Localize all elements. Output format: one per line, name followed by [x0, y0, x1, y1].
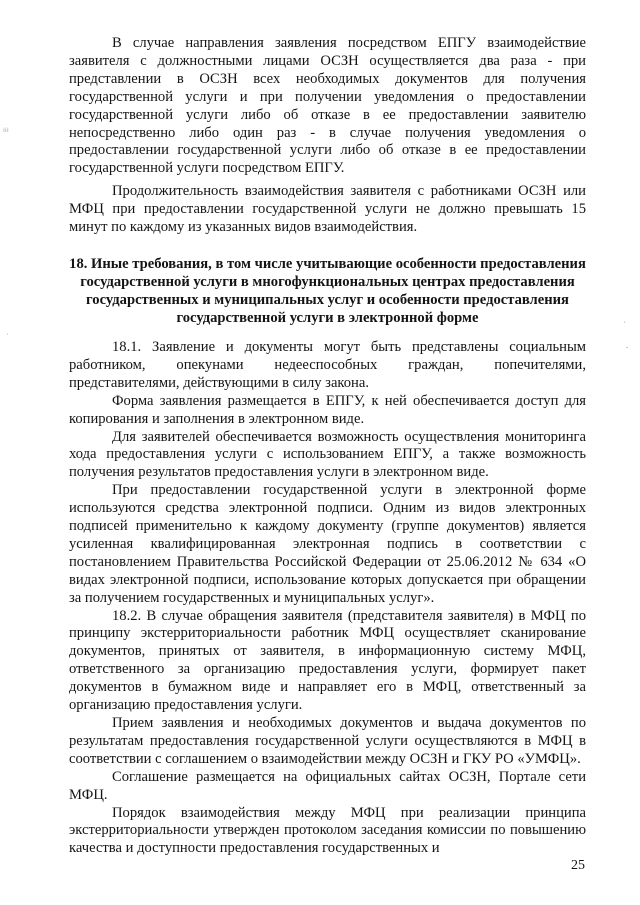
- paragraph: Продолжительность взаимодействия заявителя с работниками ОСЗН или МФЦ при предоставлении государственной услуги не должно превышать 15 минут по каждому из указанных видов взаимодействия.: [69, 183, 586, 236]
- paragraph: В случае направления заявления посредством ЕПГУ взаимодействие заявителя с должностными лицами ОСЗН осуществляется два раза - при представлении в ОСЗН всех необходимых документов для получения государственной услуги и при получении уведомления о предоставлении государственной услуги либо об отказе в ее предоставлении заявителю непосредственно либо один раз - в случае получения уведомления о предоставлении государственной услуги либо об отказе в ее предоставлении государственной услуги посредством ЕПГУ.: [69, 35, 586, 177]
- margin-scan-mark: ˈ: [624, 321, 626, 328]
- section-heading: 18. Иные требования, в том числе учитывающие особенности предоставления государственной услуги в многофункциональных центрах предоставления государственных и муниципальных услуг и особенности предоставления государственной услуги в электронной форме: [69, 255, 586, 326]
- document-body: [69, 35, 586, 858]
- paragraph: 18.1. Заявление и документы могут быть представлены социальным работником, опекунами недееспособных граждан, попечителями, представителями, действующими в силу закона.: [69, 338, 586, 391]
- paragraph: Порядок взаимодействия между МФЦ при реализации принципа экстерриториальности утвержден протоколом заседания комиссии по повышению качества и доступности предоставления государственных и: [69, 804, 586, 857]
- paragraph: При предоставлении государственной услуги в электронной форме используются средства электронной подписи. Одним из видов электронных подписей применительно к каждому документу (группе документов) является усиленная квалифицированная электронная подпись в соответствии с постановлением Правительства Российской Федерации от 25.06.2012 № 634 «О видах электронной подписи, использование которых допускается при обращении за получением государственных и муниципальных услуг».: [69, 482, 586, 606]
- paragraph: Прием заявления и необходимых документов и выдача документов по результатам предоставления государственной услуги осуществляются в МФЦ в соответствии с соглашением о взаимодействии между ОСЗН и ГКУ РО «УМФЦ».: [69, 715, 586, 767]
- page-number: 25: [571, 858, 585, 873]
- paragraph: Форма заявления размещается в ЕПГУ, к ней обеспечивается доступ для копирования и заполнения в электронном виде.: [69, 392, 586, 427]
- paragraph: 18.2. В случае обращения заявителя (представителя заявителя) в МФЦ по принципу экстерриториальности работник МФЦ осуществляет сканирование документов, принятых от заявителя, в информационную систему МФЦ, ответственного за организацию предоставления услуги, формирует пакет документов в бумажном виде и направляет его в МФЦ, ответственный за организацию предоставления услуги.: [69, 607, 586, 714]
- margin-scan-mark: ⁞⁞⁞: [3, 127, 9, 134]
- margin-scan-mark: ˌ: [7, 329, 9, 336]
- margin-scan-mark: ‐: [626, 344, 629, 351]
- paragraph: Для заявителей обеспечивается возможность осуществления мониторинга хода предоставления услуги с использованием ЕПГУ, а также возможность получения результатов предоставления услуги в электронном виде.: [69, 428, 586, 481]
- paragraph: Соглашение размещается на официальных сайтах ОСЗН, Портале сети МФЦ.: [69, 768, 586, 803]
